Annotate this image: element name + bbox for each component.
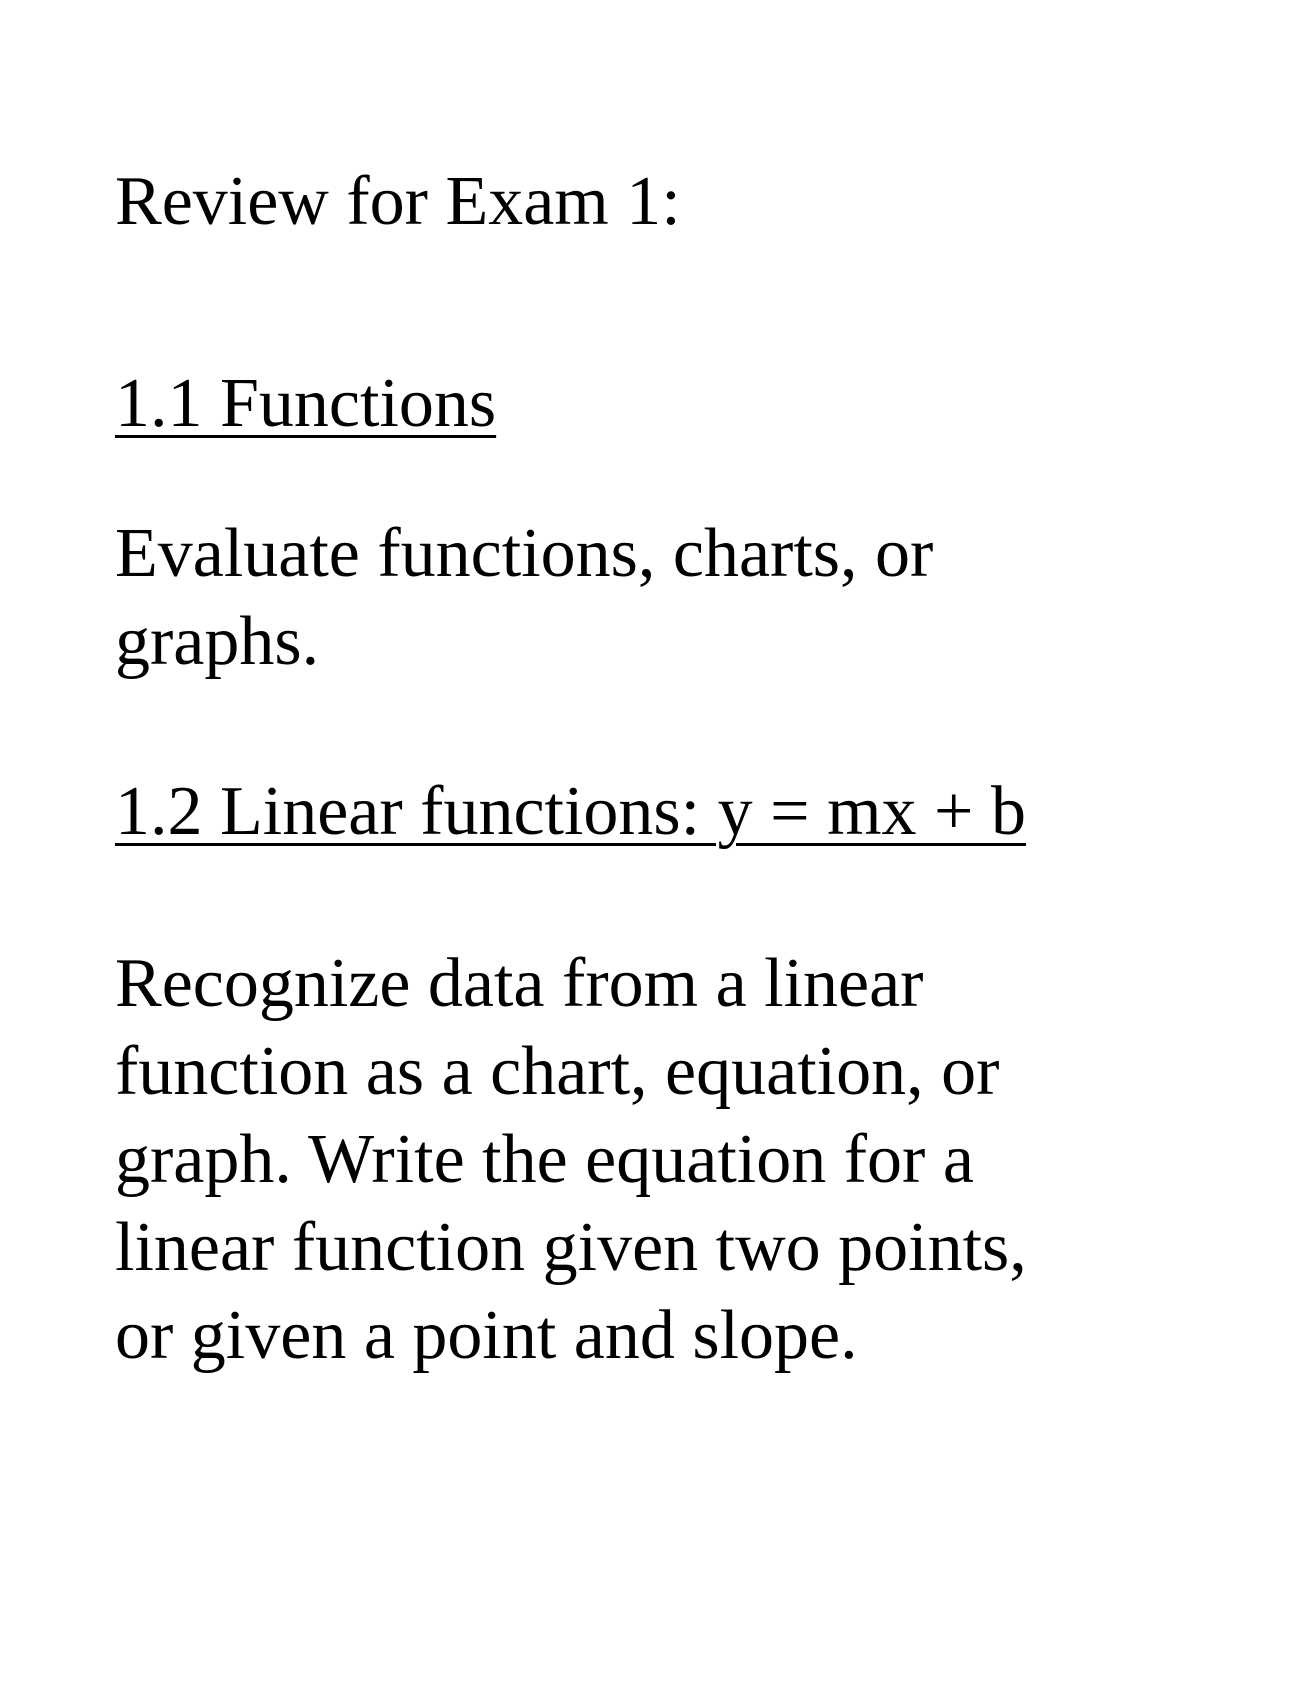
body-line: Recognize data from a linear bbox=[115, 945, 924, 1022]
body-line: or given a point and slope. bbox=[115, 1297, 858, 1374]
body-line: function as a chart, equation, or bbox=[115, 1033, 1000, 1110]
section-body-linear-functions bbox=[115, 940, 1027, 1380]
page-title: Review for Exam 1: bbox=[115, 163, 681, 240]
section-heading-linear-functions: 1.2 Linear functions: y = mx + b bbox=[115, 773, 1027, 850]
body-line: graph. Write the equation for a bbox=[115, 1121, 974, 1198]
body-line: graphs. bbox=[115, 603, 320, 680]
body-line: linear function given two points, bbox=[115, 1209, 1027, 1286]
body-line: Evaluate functions, charts, or bbox=[115, 515, 934, 592]
section-heading-functions: 1.1 Functions bbox=[115, 365, 497, 442]
section-body-functions bbox=[115, 510, 933, 686]
